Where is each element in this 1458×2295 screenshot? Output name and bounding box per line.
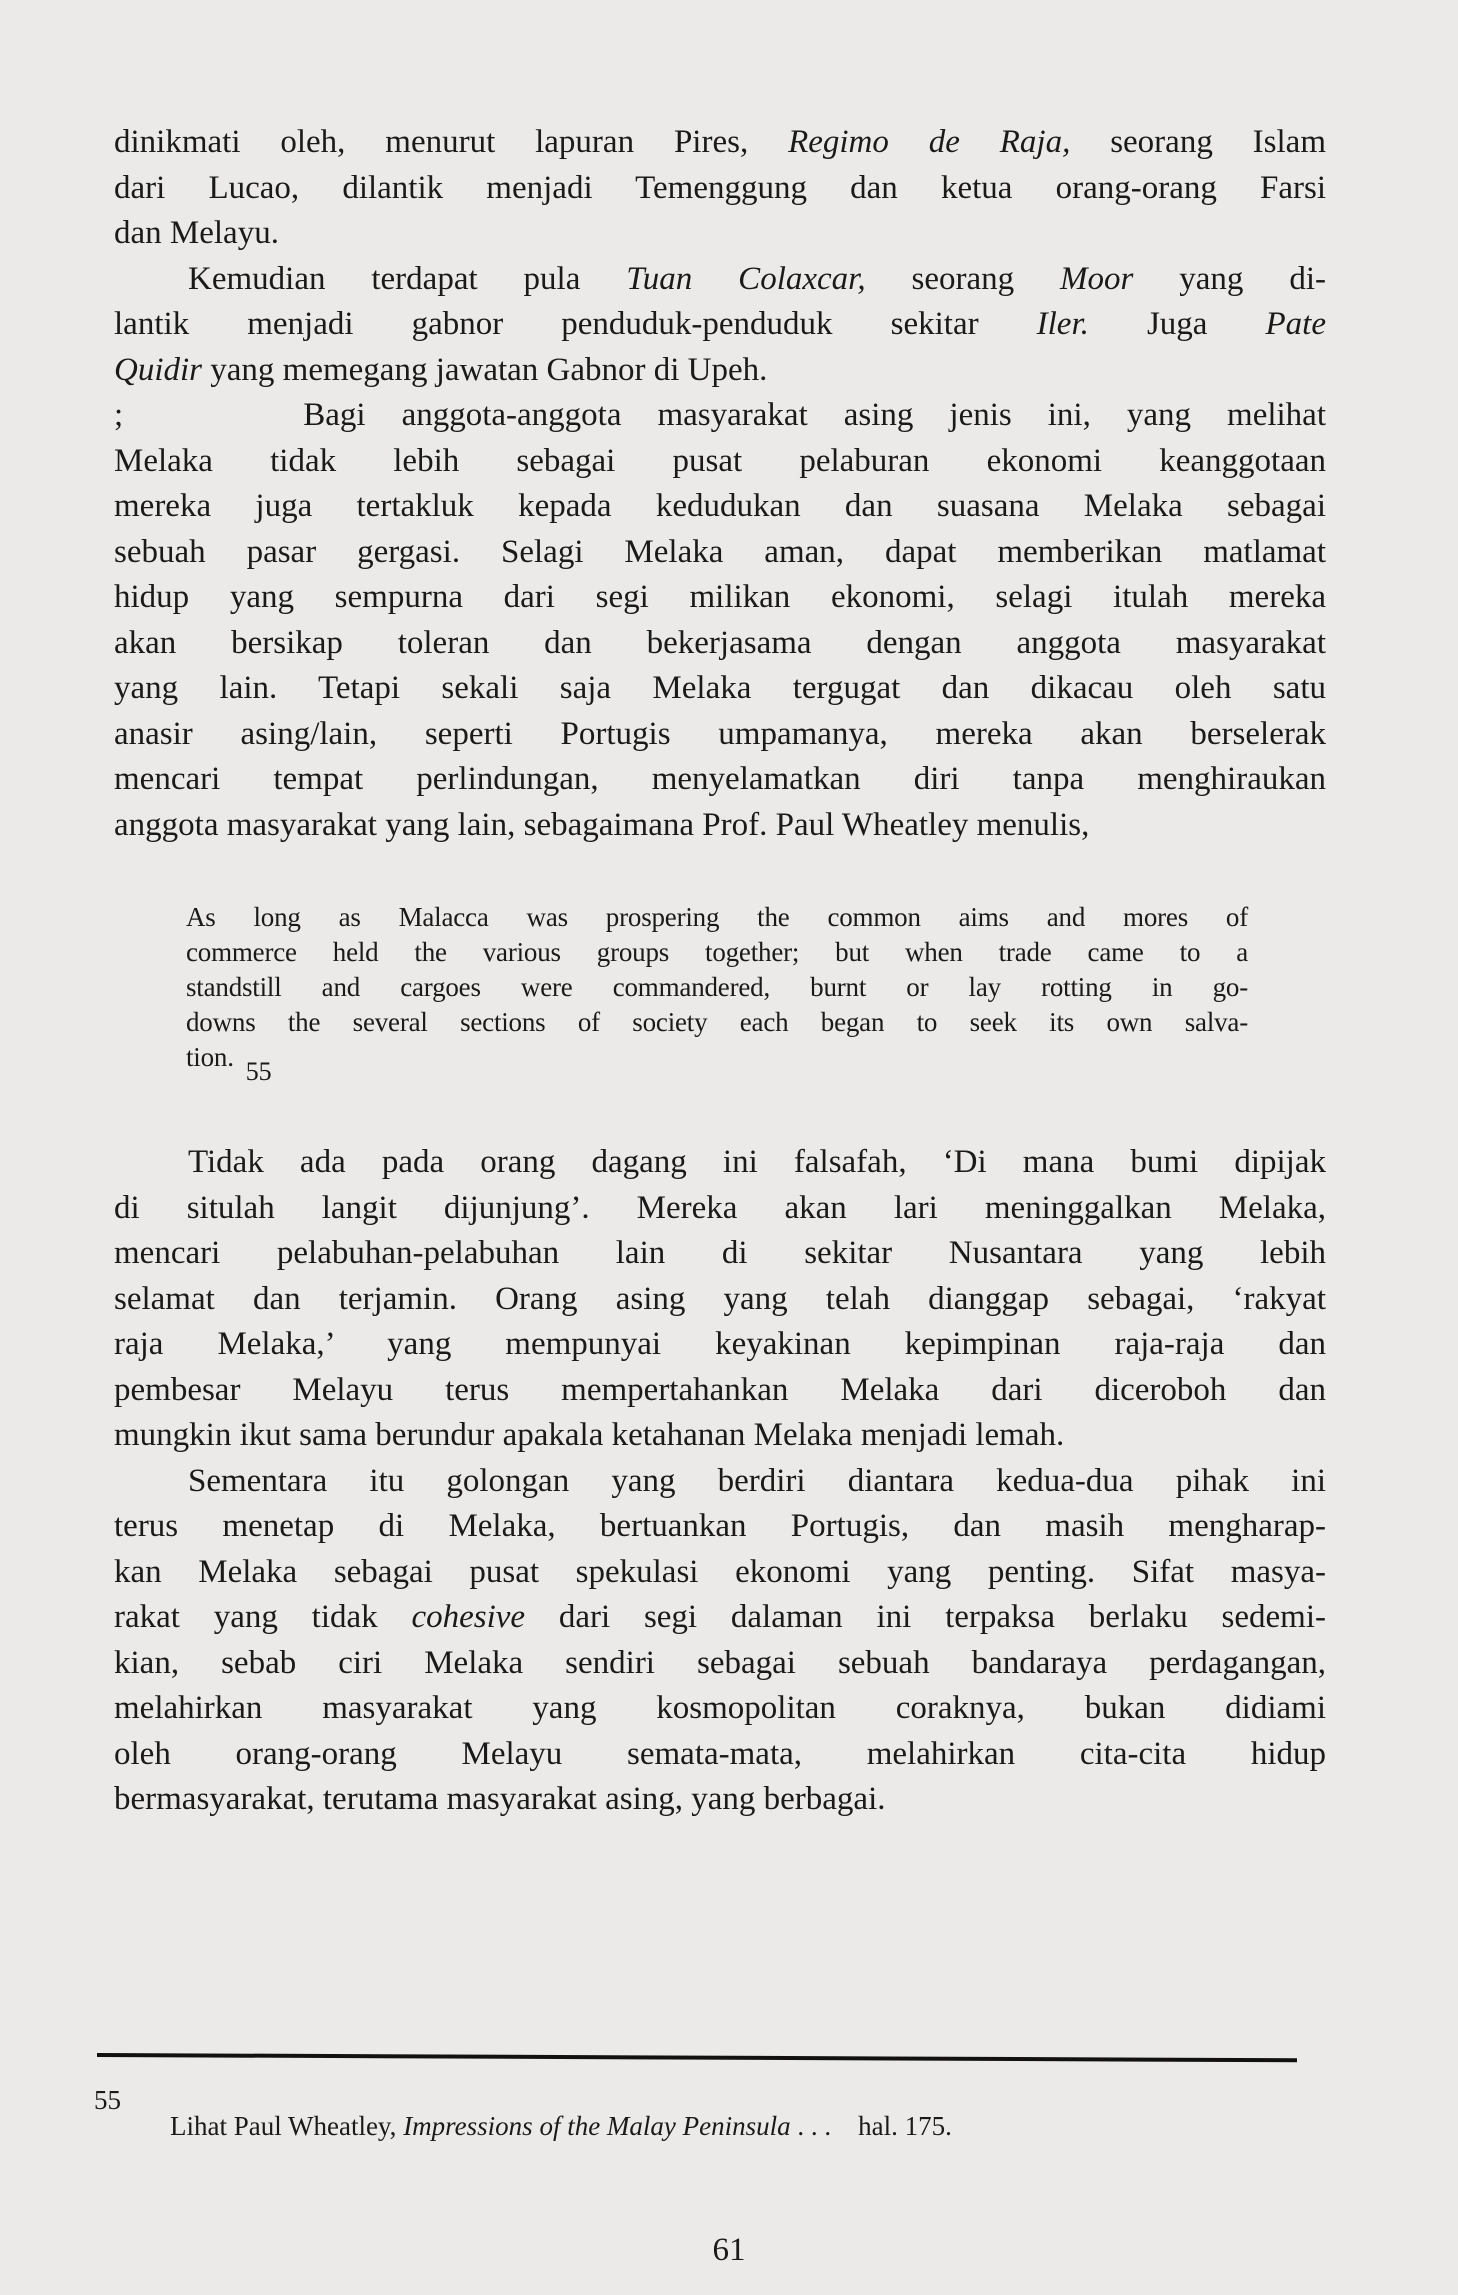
text-line [114,1777,1326,1823]
text-line [114,211,1326,257]
text-segment: dari segi dalaman ini terpaksa berlaku sedemi- [525,1599,1326,1635]
text-line [114,257,1326,303]
quote-text: commerce held the various groups together; but when trade came to a [186,937,1248,967]
text-line [114,621,1326,667]
text-segment: bermasyarakat, terutama masyarakat asing, yang berbagai. [114,1781,886,1817]
text-segment: di situlah langit dijunjung’. Mereka akan lari meninggalkan Melaka, [114,1189,1326,1226]
paragraph [114,1140,1326,1459]
text-segment: mencari tempat perlindungan, menyelamatkan diri tanpa menghiraukan [114,761,1326,797]
text-line [114,1459,1326,1505]
text-segment: Sementara itu golongan yang berdiri diantara kedua-dua pihak ini [188,1462,1326,1499]
text-segment: rakat yang tidak [114,1599,412,1635]
text-line [114,712,1326,758]
text-line [114,803,1326,849]
footnote-text [170,2111,952,2142]
text-segment: oleh orang-orang Melayu semata-mata, melahirkan cita-cita hidup [114,1735,1326,1772]
footnote-text-after: . . . hal. 175. [790,2111,952,2141]
body-text-top [114,120,1326,848]
footnote-divider [97,2053,1297,2062]
text-line [114,1595,1326,1641]
text-segment: yang lain. Tetapi sekali saja Melaka tergugat dan dikacau oleh satu [114,670,1326,706]
italic-text: Tuan Colaxcar, [626,260,866,297]
italic-text: Quidir [114,351,203,388]
text-segment: mencari pelabuhan-pelabuhan lain di sekitar Nusantara yang lebih [114,1235,1326,1271]
text-line [114,1504,1326,1550]
text-segment: mungkin ikut sama berundur apakala ketahanan Melaka menjadi lemah. [114,1417,1065,1453]
text-segment: seorang Islam [1070,124,1326,160]
text-line [114,666,1326,712]
quote-line [186,935,1248,970]
paragraph [114,120,1326,257]
italic-text: Regimo de Raja, [788,124,1071,160]
text-line [114,1368,1326,1414]
text-line [114,1322,1326,1368]
text-segment: ; Bagi anggota-anggota masyarakat asing jenis ini, yang melihat [114,397,1326,433]
italic-text: Moor [1060,260,1134,297]
text-segment: sebuah pasar gergasi. Selagi Melaka aman, dapat memberikan matlamat [114,533,1326,570]
footnote-number: 55 [94,2085,121,2115]
quote-text: standstill and cargoes were commandered, burnt or lay rotting in go- [186,972,1248,1002]
text-segment: pembesar Melayu terus mempertahankan Melaka dari diceroboh dan [114,1371,1326,1408]
text-line [114,120,1326,166]
text-line [114,1186,1326,1232]
text-segment: dan Melayu. [114,215,279,251]
text-line [114,1686,1326,1732]
text-segment: dinikmati oleh, menurut lapuran Pires, [114,124,789,160]
text-line [114,530,1326,576]
paragraph [114,1459,1326,1823]
text-segment: selamat dan terjamin. Orang asing yang telah dianggap sebagai, ‘rakyat [114,1280,1326,1317]
text-segment: anasir asing/lain, seperti Portugis umpamanya, mereka akan berselerak [114,715,1326,752]
text-segment: terus menetap di Melaka, bertuankan Portugis, dan masih mengharap- [114,1508,1326,1544]
text-line [114,757,1326,803]
text-segment: Tidak ada pada orang dagang ini falsafah, ‘Di mana bumi dipijak [188,1144,1326,1180]
text-line [114,1140,1326,1186]
italic-text: cohesive [411,1599,526,1635]
quote-line [186,900,1248,935]
text-line [114,302,1326,348]
text-segment: seorang [865,260,1061,297]
text-segment: lantik menjadi gabnor penduduk-penduduk sekitar [114,306,1037,342]
text-segment: raja Melaka,’ yang mempunyai keyakinan kepimpinan raja-raja dan [114,1326,1326,1362]
text-line [114,1732,1326,1778]
text-line [114,393,1326,439]
text-segment: Juga [1088,306,1266,342]
paragraph [114,257,1326,394]
text-segment: anggota masyarakat yang lain, sebagaimana Prof. Paul Wheatley menulis, [114,806,1090,843]
quote-text: tion. [186,1042,234,1072]
page-number: 61 [712,2232,746,2268]
quote-text: downs the several sections of society each began to seek its own salva- [186,1007,1248,1037]
quote-text: As long as Malacca was prospering the common aims and mores of [186,902,1248,932]
footnote-text-before: Lihat Paul Wheatley, [170,2111,404,2141]
text-line [114,484,1326,530]
text-segment: yang memegang jawatan Gabnor di Upeh. [202,351,768,388]
text-line [114,439,1326,485]
text-line [114,1277,1326,1323]
text-segment: kian, sebab ciri Melaka sendiri sebagai sebuah bandaraya perdagangan, [114,1644,1326,1681]
text-segment: Melaka tidak lebih sebagai pusat pelaburan ekonomi keanggotaan [114,442,1326,479]
text-line [114,348,1326,394]
text-segment: akan bersikap toleran dan bekerjasama dengan anggota masyarakat [114,624,1326,661]
text-segment: dari Lucao, dilantik menjadi Temenggung dan ketua orang-orang Farsi [114,169,1326,206]
text-segment: melahirkan masyarakat yang kosmopolitan coraknya, bukan didiami [114,1690,1326,1726]
body-text-bottom [114,1140,1326,1823]
footnote-reference: 55 [245,1057,272,1086]
paragraph [114,393,1326,848]
quote-line [186,1005,1248,1040]
text-segment: mereka juga tertakluk kepada kedudukan dan suasana Melaka sebagai [114,488,1326,524]
text-segment: yang di- [1133,260,1326,297]
text-line [114,166,1326,212]
block-quote [186,900,1248,1086]
italic-text: Pate [1265,306,1326,342]
text-segment: Kemudian terdapat pula [188,260,627,297]
text-segment: kan Melaka sebagai pusat spekulasi ekonomi yang penting. Sifat masya- [114,1553,1326,1590]
text-line [114,1550,1326,1596]
quote-line [186,970,1248,1005]
text-line [114,575,1326,621]
quote-line [186,1040,1248,1086]
footnote-book-title: Impressions of the Malay Peninsula [403,2111,791,2141]
text-line [114,1413,1326,1459]
text-segment: hidup yang sempurna dari segi milikan ekonomi, selagi itulah mereka [114,579,1326,615]
text-line [114,1641,1326,1687]
text-line [114,1231,1326,1277]
italic-text: Iler. [1036,306,1089,342]
